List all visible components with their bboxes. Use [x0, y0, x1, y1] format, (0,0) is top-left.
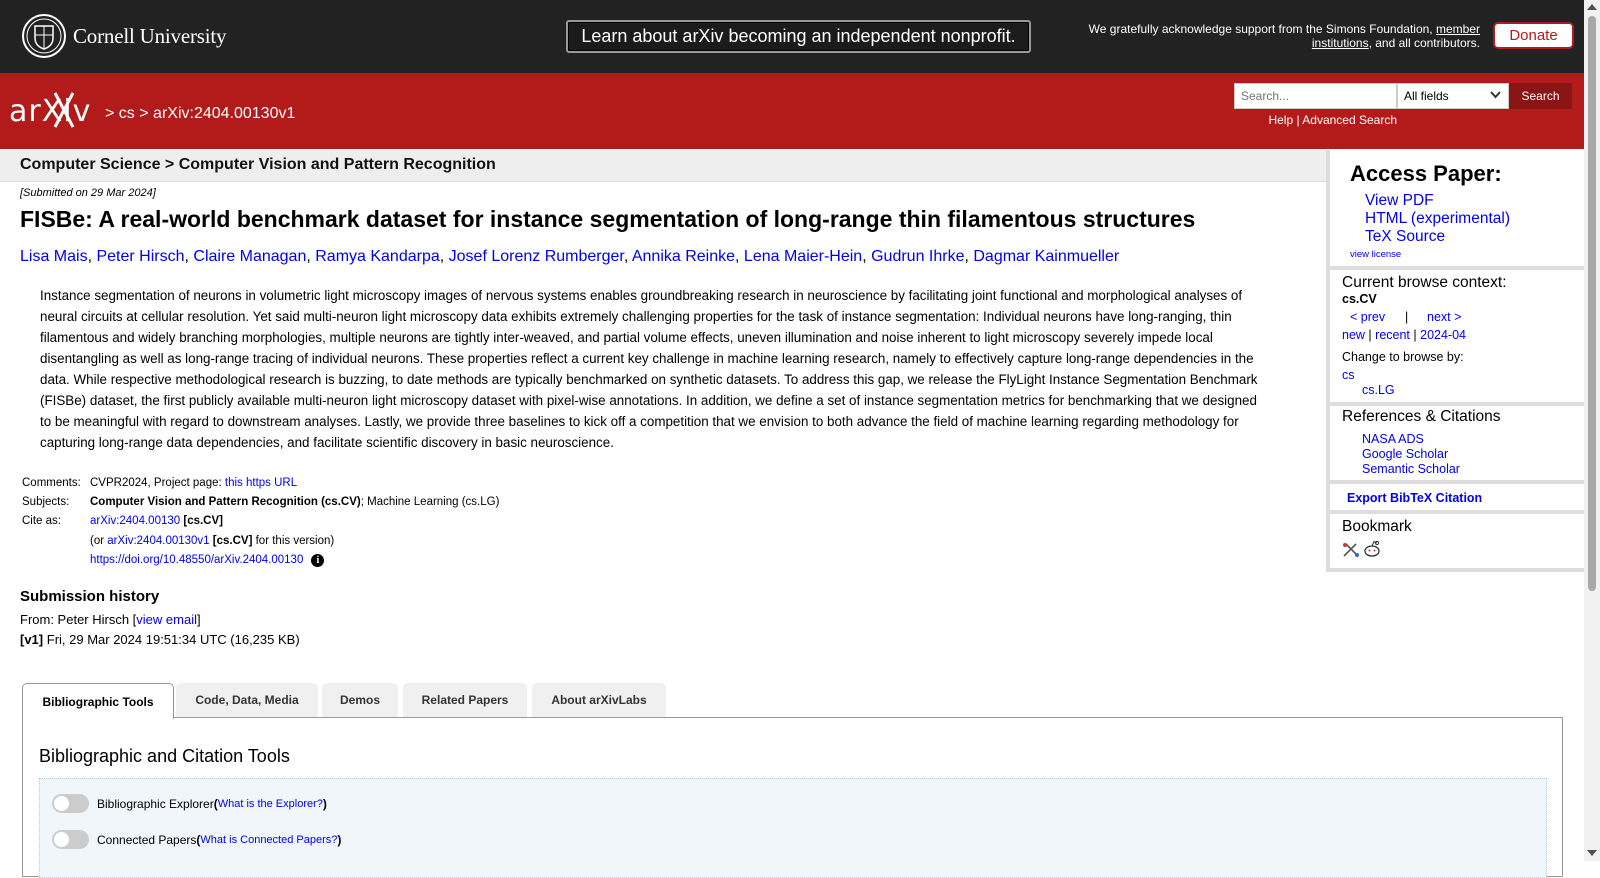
view-pdf-link[interactable]: View PDF	[1365, 192, 1434, 209]
author-link[interactable]: Claire Managan	[193, 248, 307, 265]
arxiv-header	[0, 73, 1584, 149]
author-link[interactable]: Peter Hirsch	[96, 248, 185, 265]
prev-link[interactable]: < prev	[1350, 310, 1386, 324]
tools-list	[39, 778, 1547, 878]
browse-context-title: Current browse context:	[1342, 274, 1507, 291]
tab-related-papers[interactable]: Related Papers	[403, 683, 527, 717]
abstract-line: disentangling as well as long-range tracing of individual neurons. These properties reflect a current key challenge in machine learning research, namely to effectively capture long-range dependencies in the	[40, 351, 1254, 366]
html-experimental-link[interactable]: HTML (experimental)	[1365, 210, 1510, 227]
scrollbar-thumb[interactable]	[1588, 16, 1596, 591]
author-link[interactable]: Annika Reinke	[631, 248, 736, 265]
tab-demos[interactable]: Demos	[322, 683, 398, 717]
nasa-ads-link[interactable]: NASA ADS	[1362, 432, 1424, 446]
browse-cslg-link[interactable]: cs.LG	[1362, 383, 1395, 397]
browse-context-value: cs.CV	[1342, 292, 1377, 306]
search-field-select[interactable]: All fields	[1397, 83, 1509, 109]
breadcrumb-cs-link[interactable]: cs	[118, 105, 135, 122]
cornell-seal-icon	[21, 13, 67, 59]
view-email-link[interactable]: view email	[136, 612, 197, 627]
google-scholar-link[interactable]: Google Scholar	[1362, 447, 1449, 461]
abstract-line: to be meaningful with regard to downstream analyses. Lastly, we provide three baselines to kick off a competition that we envision to both advance the field of machine learning regarding methodology for	[40, 414, 1239, 429]
bibsonomy-icon[interactable]	[1342, 542, 1360, 558]
browse-cs-link[interactable]: cs	[1342, 368, 1355, 382]
next-link[interactable]: next >	[1427, 310, 1462, 324]
subject-header	[0, 150, 1327, 182]
search-input[interactable]	[1234, 83, 1397, 109]
cornell-logo[interactable]	[21, 13, 226, 59]
submitter-line: From: Peter Hirsch [view email]	[20, 612, 201, 627]
scroll-up-icon[interactable]	[1587, 4, 1597, 10]
abstract	[40, 285, 1280, 453]
bibliographic-explorer-toggle[interactable]	[52, 794, 89, 813]
month-link[interactable]: 2024-04	[1420, 328, 1466, 342]
bookmark-title: Bookmark	[1342, 518, 1412, 535]
semantic-scholar-link[interactable]: Semantic Scholar	[1362, 462, 1460, 476]
doi-link[interactable]: https://doi.org/10.48550/arXiv.2404.00130	[90, 554, 304, 566]
donate-button[interactable]: Donate	[1493, 22, 1574, 49]
university-name: Cornell University	[73, 23, 227, 48]
member-institutions-link[interactable]: member institutions	[1311, 22, 1480, 50]
help-links: Help | Advanced Search	[1268, 113, 1397, 127]
arxiv-logo-icon	[9, 91, 101, 129]
access-paper-title: Access Paper:	[1350, 161, 1502, 186]
abstract-line: capturing long-range data dependencies, and facilitate scientific discovery in basic neuroscience.	[40, 435, 614, 450]
view-license-link[interactable]: view license	[1350, 249, 1402, 260]
support-acknowledgement: We gratefully acknowledge support from the Simons Foundation, member institutions, and all contributors.	[1088, 22, 1480, 50]
svg-text:arXiv: arXiv	[9, 94, 92, 129]
what-is-connected-papers-link[interactable]: What is Connected Papers?	[200, 833, 338, 846]
references-section	[1330, 406, 1584, 484]
change-browse-label: Change to browse by:	[1342, 350, 1464, 364]
tab-code-data-media[interactable]: Code, Data, Media	[176, 683, 318, 717]
author-link[interactable]: Dagmar Kainmueller	[973, 248, 1120, 265]
tab-about-arxivlabs[interactable]: About arXivLabs	[532, 683, 666, 717]
arxiv-id-link[interactable]: arXiv:2404.00130	[90, 515, 181, 527]
nonprofit-announcement-button[interactable]: Learn about arXiv becoming an independent nonprofit.	[566, 20, 1031, 53]
abstract-line: neural circuits at cellular resolution. Yet said multi-neuron light microscopy data exhibits extremely challenging properties for the task of instance segmentation: Individual neurons have long-ranging, thin	[40, 309, 1232, 324]
author-link[interactable]: Josef Lorenz Rumberger	[448, 248, 624, 265]
author-list: Lisa Mais, Peter Hirsch, Claire Managan, Ramya Kandarpa, Josef Lorenz Rumberger, Annika Reinke, Lena Maier-Hein, Gudrun Ihrke, Dagmar Kainmueller	[20, 248, 1120, 265]
scroll-down-icon[interactable]	[1587, 850, 1597, 856]
top-bar	[0, 0, 1584, 73]
author-link[interactable]: Lisa Mais	[20, 248, 88, 265]
access-paper-section	[1330, 150, 1584, 270]
panel-title: Bibliographic and Citation Tools	[39, 746, 290, 766]
submission-date: [Submitted on 29 Mar 2024]	[20, 187, 156, 199]
chevron-down-icon	[1490, 89, 1501, 100]
version-line: [v1] Fri, 29 Mar 2024 19:51:34 UTC (16,235 KB)	[20, 632, 300, 647]
tab-panel	[22, 717, 1563, 877]
browse-context-section: Current browse context: cs.CV < prev | next > new | recent | 2024-04 Change to browse by: cs cs.LG	[1330, 270, 1584, 406]
abstract-line: (FISBe) dataset, the first publicly available multi-neuron light microscopy dataset with pixel-wise annotations. In addition, we define a set of instance segmentation metrics for benchmarking that we designed	[40, 393, 1257, 408]
connected-papers-toggle[interactable]	[52, 830, 89, 849]
references-title: References & Citations	[1342, 408, 1501, 425]
author-link[interactable]: Lena Maier-Hein	[743, 248, 863, 265]
info-icon[interactable]: i	[311, 554, 324, 567]
abstract-line: Instance segmentation of neurons in volumetric light microscopy images of nervous systems enables groundbreaking research in neuroscience by facilitating joint functional and morphological analyses of	[40, 288, 1243, 303]
export-section	[1330, 484, 1584, 514]
arxiv-logo[interactable]	[9, 91, 101, 132]
project-page-link[interactable]: this https URL	[224, 477, 298, 489]
tex-source-link[interactable]: TeX Source	[1365, 228, 1446, 245]
reddit-icon[interactable]	[1362, 540, 1382, 558]
arxiv-version-link[interactable]: arXiv:2404.00130v1	[107, 535, 210, 547]
subject-breadcrumb: Computer Science > Computer Vision and Pattern Recognition	[20, 156, 496, 173]
paper-title: FISBe: A real-world benchmark dataset for instance segmentation of long-range thin filamentous structures	[20, 206, 1196, 232]
abstract-line: data. While respective methodological research is buzzing, to date methods are typically benchmarked on synthetic datasets. To address this gap, we release the FlyLight Instance Segmentation Benchmark	[40, 372, 1258, 387]
export-bibtex-link[interactable]: Export BibTeX Citation	[1347, 491, 1483, 505]
search-button[interactable]: Search	[1509, 83, 1572, 109]
author-link[interactable]: Gudrun Ihrke	[871, 248, 965, 265]
breadcrumb-paper-id: arXiv:2404.00130v1	[153, 105, 296, 122]
right-sidebar	[1326, 150, 1584, 572]
help-link[interactable]: Help	[1268, 113, 1294, 127]
breadcrumb: > cs > arXiv:2404.00130v1	[105, 105, 296, 122]
recent-link[interactable]: recent	[1375, 328, 1410, 342]
abstract-line: filamentous and widely branching morphologies, multiple neurons are tightly inter-weaved, and partial volume effects, uneven illumination and noise inherent to light microscopy severely impede local	[40, 330, 1213, 345]
what-is-explorer-link[interactable]: What is the Explorer?	[217, 797, 323, 810]
tab-bibliographic-tools[interactable]: Bibliographic Tools	[22, 683, 174, 719]
bibliographic-explorer-row: Bibliographic Explorer ( What is the Explorer? )	[52, 794, 327, 813]
bookmark-section	[1330, 514, 1584, 568]
author-link[interactable]: Ramya Kandarpa	[315, 248, 440, 265]
connected-papers-row: Connected Papers ( What is Connected Papers? )	[52, 830, 341, 849]
submission-history-title: Submission history	[20, 588, 160, 605]
vertical-scrollbar[interactable]	[1584, 0, 1600, 861]
new-link[interactable]: new	[1342, 328, 1365, 342]
advanced-search-link[interactable]: Advanced Search	[1302, 113, 1397, 127]
